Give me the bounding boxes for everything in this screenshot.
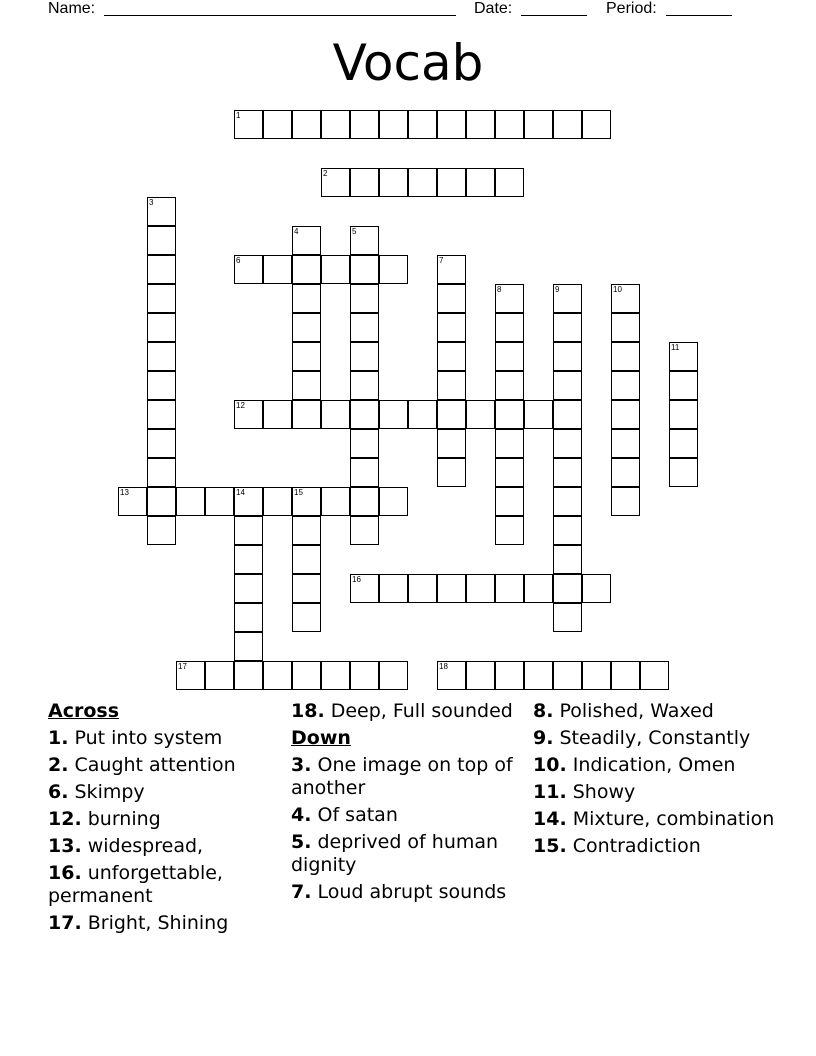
clue-number-label: 1. bbox=[48, 727, 69, 749]
clue-number-label: 9. bbox=[533, 727, 554, 749]
clue-number: 7 bbox=[439, 256, 444, 265]
clue-number: 1 bbox=[236, 111, 241, 120]
clue-item bbox=[533, 781, 793, 804]
clue-number: 12 bbox=[236, 401, 245, 410]
grid-cell[interactable] bbox=[350, 226, 379, 255]
clue-item bbox=[533, 808, 793, 831]
grid-cell[interactable] bbox=[292, 255, 321, 284]
grid-cell[interactable] bbox=[379, 487, 408, 516]
grid-cell[interactable] bbox=[437, 429, 466, 458]
grid-cell[interactable] bbox=[669, 458, 698, 487]
page-title: Vocab bbox=[332, 34, 484, 92]
grid-cell[interactable] bbox=[611, 342, 640, 371]
grid-cell[interactable] bbox=[495, 400, 524, 429]
clue-column-3 bbox=[533, 700, 793, 862]
clue-text: Loud abrupt sounds bbox=[317, 881, 507, 903]
clue-text: One image on top of another bbox=[291, 754, 513, 799]
down-heading: Down bbox=[291, 727, 351, 749]
grid-cell[interactable] bbox=[495, 371, 524, 400]
clue-text: Indication, Omen bbox=[572, 754, 736, 776]
grid-cell[interactable] bbox=[350, 284, 379, 313]
grid-cell[interactable] bbox=[408, 574, 437, 603]
clue-item bbox=[48, 781, 278, 804]
grid-cell[interactable] bbox=[495, 429, 524, 458]
grid-cell[interactable] bbox=[292, 110, 321, 139]
grid-cell[interactable] bbox=[350, 400, 379, 429]
grid-cell[interactable] bbox=[234, 632, 263, 661]
clue-item bbox=[48, 808, 278, 831]
grid-cell[interactable] bbox=[611, 284, 640, 313]
grid-cell[interactable] bbox=[234, 574, 263, 603]
clue-item bbox=[48, 835, 278, 858]
grid-cell[interactable] bbox=[292, 226, 321, 255]
grid-cell[interactable] bbox=[263, 255, 292, 284]
grid-cell[interactable] bbox=[553, 603, 582, 632]
grid-cell[interactable] bbox=[350, 371, 379, 400]
grid-cell[interactable] bbox=[147, 487, 176, 516]
grid-cell[interactable] bbox=[321, 400, 350, 429]
clue-item bbox=[291, 804, 516, 827]
name-label: Name: bbox=[48, 0, 96, 17]
grid-cell[interactable] bbox=[408, 168, 437, 197]
grid-cell[interactable] bbox=[611, 400, 640, 429]
grid-cell[interactable] bbox=[292, 545, 321, 574]
grid-cell[interactable] bbox=[263, 110, 292, 139]
clue-text: widespread, bbox=[87, 835, 204, 857]
clue-number-label: 8. bbox=[533, 700, 554, 722]
grid-cell[interactable] bbox=[466, 400, 495, 429]
grid-cell[interactable] bbox=[553, 284, 582, 313]
clue-number: 17 bbox=[178, 662, 187, 671]
clue-text: Polished, Waxed bbox=[559, 700, 714, 722]
grid-cell[interactable] bbox=[234, 110, 263, 139]
grid-cell[interactable] bbox=[640, 661, 669, 690]
grid-cell[interactable] bbox=[176, 487, 205, 516]
grid-cell[interactable] bbox=[582, 661, 611, 690]
grid-cell[interactable] bbox=[263, 400, 292, 429]
period-label: Period: bbox=[606, 0, 657, 17]
grid-cell[interactable] bbox=[611, 371, 640, 400]
clue-number: 8 bbox=[497, 285, 502, 294]
clue-text: Caught attention bbox=[74, 754, 236, 776]
grid-cell[interactable] bbox=[263, 487, 292, 516]
date-label: Date: bbox=[474, 0, 513, 17]
grid-cell[interactable] bbox=[234, 400, 263, 429]
grid-cell[interactable] bbox=[321, 661, 350, 690]
grid-cell[interactable] bbox=[147, 429, 176, 458]
clue-text: Steadily, Constantly bbox=[559, 727, 751, 749]
clue-number-label: 3. bbox=[291, 754, 312, 776]
clue-column-2 bbox=[291, 700, 516, 908]
clue-text: Put into system bbox=[74, 727, 223, 749]
grid-cell[interactable] bbox=[553, 487, 582, 516]
clue-text: Bright, Shining bbox=[87, 912, 229, 934]
clue-number-label: 18. bbox=[291, 700, 325, 722]
grid-cell[interactable] bbox=[379, 661, 408, 690]
grid-cell[interactable] bbox=[292, 342, 321, 371]
grid-cell[interactable] bbox=[147, 400, 176, 429]
clue-number-label: 2. bbox=[48, 754, 69, 776]
grid-cell[interactable] bbox=[582, 574, 611, 603]
grid-cell[interactable] bbox=[350, 110, 379, 139]
grid-cell[interactable] bbox=[321, 487, 350, 516]
clue-number-label: 7. bbox=[291, 881, 312, 903]
grid-cell[interactable] bbox=[437, 284, 466, 313]
clue-item bbox=[291, 831, 516, 877]
grid-cell[interactable] bbox=[350, 429, 379, 458]
grid-cell[interactable] bbox=[234, 603, 263, 632]
clue-text: burning bbox=[87, 808, 161, 830]
grid-cell[interactable] bbox=[379, 110, 408, 139]
grid-cell[interactable] bbox=[669, 429, 698, 458]
grid-cell[interactable] bbox=[437, 371, 466, 400]
clue-number-label: 6. bbox=[48, 781, 69, 803]
clue-number-label: 17. bbox=[48, 912, 82, 934]
grid-cell[interactable] bbox=[611, 487, 640, 516]
grid-cell[interactable] bbox=[350, 516, 379, 545]
grid-cell[interactable] bbox=[234, 516, 263, 545]
grid-cell[interactable] bbox=[350, 342, 379, 371]
grid-cell[interactable] bbox=[524, 661, 553, 690]
grid-cell[interactable] bbox=[524, 110, 553, 139]
grid-cell[interactable] bbox=[669, 400, 698, 429]
grid-cell[interactable] bbox=[553, 458, 582, 487]
grid-cell[interactable] bbox=[495, 458, 524, 487]
grid-cell[interactable] bbox=[350, 255, 379, 284]
clue-text: unforgettable, permanent bbox=[48, 862, 223, 907]
grid-cell[interactable] bbox=[495, 284, 524, 313]
grid-cell[interactable] bbox=[147, 516, 176, 545]
grid-cell[interactable] bbox=[437, 168, 466, 197]
grid-cell[interactable] bbox=[553, 545, 582, 574]
clue-number: 9 bbox=[555, 285, 560, 294]
clue-text: Contradiction bbox=[572, 835, 701, 857]
grid-cell[interactable] bbox=[437, 400, 466, 429]
grid-cell[interactable] bbox=[466, 574, 495, 603]
grid-cell[interactable] bbox=[292, 400, 321, 429]
clue-number: 4 bbox=[294, 227, 299, 236]
grid-cell[interactable] bbox=[292, 487, 321, 516]
grid-cell[interactable] bbox=[495, 313, 524, 342]
clue-item bbox=[48, 727, 278, 750]
clue-number-label: 4. bbox=[291, 804, 312, 826]
clue-number: 10 bbox=[613, 285, 622, 294]
grid-cell[interactable] bbox=[408, 400, 437, 429]
grid-cell[interactable] bbox=[234, 545, 263, 574]
grid-cell[interactable] bbox=[437, 661, 466, 690]
grid-cell[interactable] bbox=[292, 574, 321, 603]
grid-cell[interactable] bbox=[437, 342, 466, 371]
clue-column-1 bbox=[48, 700, 278, 939]
grid-cell[interactable] bbox=[553, 110, 582, 139]
grid-cell[interactable] bbox=[321, 110, 350, 139]
grid-cell[interactable] bbox=[611, 429, 640, 458]
grid-cell[interactable] bbox=[466, 661, 495, 690]
clue-item bbox=[533, 700, 793, 723]
grid-cell[interactable] bbox=[553, 574, 582, 603]
grid-cell[interactable] bbox=[350, 574, 379, 603]
grid-cell[interactable] bbox=[292, 516, 321, 545]
grid-cell[interactable] bbox=[553, 342, 582, 371]
grid-cell[interactable] bbox=[553, 371, 582, 400]
grid-cell[interactable] bbox=[147, 255, 176, 284]
grid-cell[interactable] bbox=[466, 168, 495, 197]
grid-cell[interactable] bbox=[437, 255, 466, 284]
grid-cell[interactable] bbox=[350, 487, 379, 516]
grid-cell[interactable] bbox=[611, 458, 640, 487]
grid-cell[interactable] bbox=[147, 458, 176, 487]
grid-cell[interactable] bbox=[205, 487, 234, 516]
clue-text: Of satan bbox=[317, 804, 398, 826]
clue-number-label: 10. bbox=[533, 754, 567, 776]
clue-item bbox=[533, 727, 793, 750]
clue-number-label: 11. bbox=[533, 781, 567, 803]
grid-cell[interactable] bbox=[495, 342, 524, 371]
clue-item bbox=[48, 862, 278, 908]
grid-cell[interactable] bbox=[495, 661, 524, 690]
clue-text: Deep, Full sounded bbox=[330, 700, 513, 722]
clue-number-label: 15. bbox=[533, 835, 567, 857]
grid-cell[interactable] bbox=[292, 284, 321, 313]
grid-cell[interactable] bbox=[147, 284, 176, 313]
clue-item bbox=[291, 754, 516, 800]
clue-list bbox=[0, 700, 816, 1000]
grid-cell[interactable] bbox=[379, 168, 408, 197]
clue-text: Showy bbox=[572, 781, 636, 803]
grid-cell[interactable] bbox=[292, 603, 321, 632]
clue-number: 18 bbox=[439, 662, 448, 671]
grid-cell[interactable] bbox=[321, 255, 350, 284]
grid-cell[interactable] bbox=[553, 400, 582, 429]
clue-item bbox=[48, 912, 278, 935]
clue-number: 11 bbox=[671, 343, 680, 352]
grid-cell[interactable] bbox=[147, 313, 176, 342]
grid-cell[interactable] bbox=[466, 110, 495, 139]
clue-number: 15 bbox=[294, 488, 303, 497]
grid-cell[interactable] bbox=[234, 661, 263, 690]
clue-item bbox=[533, 835, 793, 858]
grid-cell[interactable] bbox=[379, 400, 408, 429]
grid-cell[interactable] bbox=[524, 400, 553, 429]
grid-cell[interactable] bbox=[495, 487, 524, 516]
grid-cell[interactable] bbox=[379, 574, 408, 603]
grid-cell[interactable] bbox=[408, 110, 437, 139]
grid-cell[interactable] bbox=[234, 255, 263, 284]
clue-number: 16 bbox=[352, 575, 361, 584]
clue-item bbox=[291, 881, 516, 904]
clue-text: Skimpy bbox=[74, 781, 145, 803]
grid-cell[interactable] bbox=[350, 661, 379, 690]
across-heading: Across bbox=[48, 700, 120, 722]
grid-cell[interactable] bbox=[379, 255, 408, 284]
clue-number-label: 16. bbox=[48, 862, 82, 884]
grid-cell[interactable] bbox=[495, 168, 524, 197]
grid-cell[interactable] bbox=[292, 313, 321, 342]
grid-cell[interactable] bbox=[350, 458, 379, 487]
grid-cell[interactable] bbox=[524, 574, 553, 603]
grid-cell[interactable] bbox=[437, 458, 466, 487]
grid-cell[interactable] bbox=[118, 487, 147, 516]
grid-cell[interactable] bbox=[292, 661, 321, 690]
clue-number-label: 13. bbox=[48, 835, 82, 857]
clue-text: Mixture, combination bbox=[572, 808, 775, 830]
grid-cell[interactable] bbox=[582, 110, 611, 139]
grid-cell[interactable] bbox=[669, 371, 698, 400]
grid-cell[interactable] bbox=[437, 313, 466, 342]
grid-cell[interactable] bbox=[205, 661, 234, 690]
grid-cell[interactable] bbox=[553, 661, 582, 690]
grid-cell[interactable] bbox=[321, 168, 350, 197]
clue-number: 3 bbox=[149, 198, 154, 207]
grid-cell[interactable] bbox=[611, 661, 640, 690]
grid-cell[interactable] bbox=[176, 661, 205, 690]
grid-cell[interactable] bbox=[553, 429, 582, 458]
grid-cell[interactable] bbox=[147, 371, 176, 400]
clue-text: deprived of human dignity bbox=[291, 831, 499, 876]
clue-number: 5 bbox=[352, 227, 357, 236]
grid-cell[interactable] bbox=[669, 342, 698, 371]
grid-cell[interactable] bbox=[437, 110, 466, 139]
clue-number: 6 bbox=[236, 256, 241, 265]
grid-cell[interactable] bbox=[553, 516, 582, 545]
clue-number-label: 12. bbox=[48, 808, 82, 830]
clue-number: 13 bbox=[120, 488, 129, 497]
grid-cell[interactable] bbox=[350, 168, 379, 197]
clue-number-label: 5. bbox=[291, 831, 312, 853]
grid-cell[interactable] bbox=[495, 574, 524, 603]
grid-cell[interactable] bbox=[495, 110, 524, 139]
grid-cell[interactable] bbox=[553, 313, 582, 342]
clue-number-label: 14. bbox=[533, 808, 567, 830]
grid-cell[interactable] bbox=[495, 516, 524, 545]
clue-item bbox=[48, 754, 278, 777]
grid-cell[interactable] bbox=[147, 342, 176, 371]
grid-cell[interactable] bbox=[147, 226, 176, 255]
grid-cell[interactable] bbox=[234, 487, 263, 516]
grid-cell[interactable] bbox=[292, 371, 321, 400]
clue-number: 14 bbox=[236, 488, 245, 497]
grid-cell[interactable] bbox=[437, 574, 466, 603]
grid-cell[interactable] bbox=[350, 313, 379, 342]
clue-item bbox=[291, 700, 516, 723]
clue-item bbox=[533, 754, 793, 777]
grid-cell[interactable] bbox=[611, 313, 640, 342]
clue-number: 2 bbox=[323, 169, 328, 178]
grid-cell[interactable] bbox=[147, 197, 176, 226]
grid-cell[interactable] bbox=[263, 661, 292, 690]
